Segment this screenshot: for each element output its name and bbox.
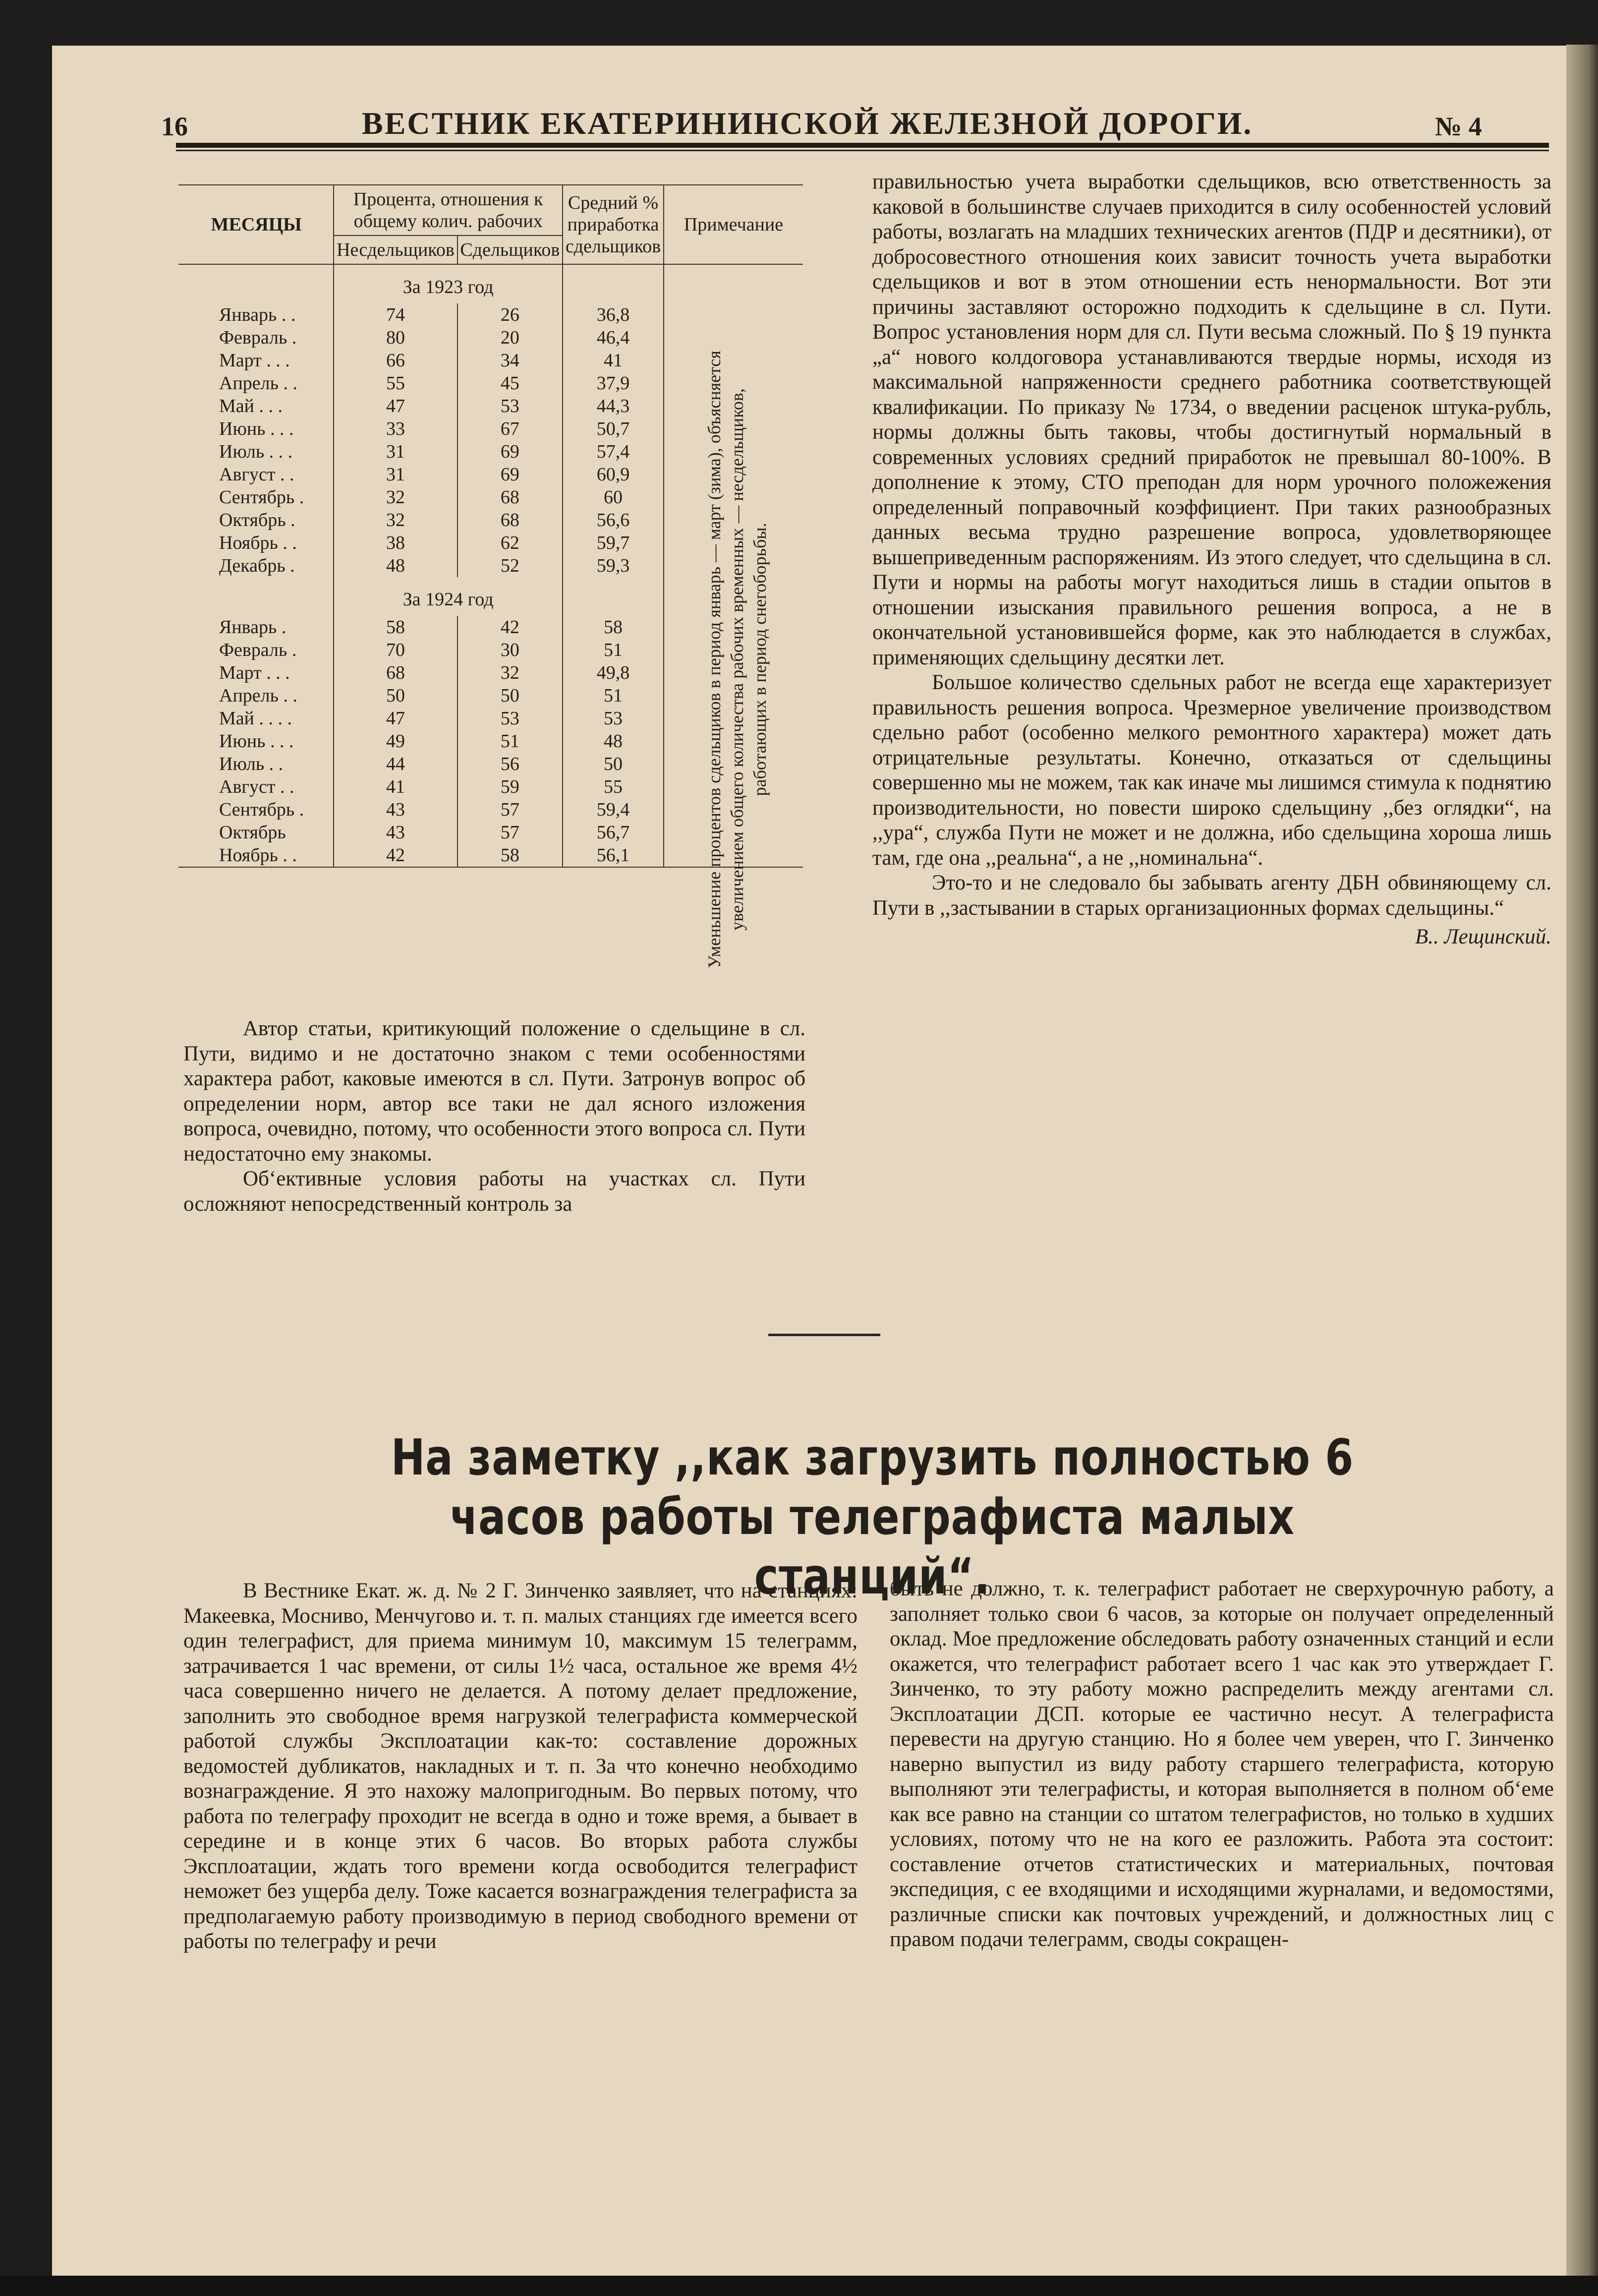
cell-non: 47 [334, 707, 457, 730]
col-piece-header: Сдельщиков [457, 235, 563, 264]
cell-piece: 34 [457, 349, 563, 372]
cell-avg: 55 [563, 775, 664, 798]
cell-piece: 57 [457, 821, 563, 844]
cell-piece: 69 [457, 440, 563, 463]
cell-month: Февраль . [178, 326, 334, 349]
cell-avg: 53 [563, 707, 664, 730]
separator-rule [768, 1334, 880, 1336]
cell-avg: 59,3 [563, 554, 664, 577]
cell-avg: 56,7 [563, 821, 664, 844]
cell-non: 55 [334, 372, 457, 395]
article1-left-column [183, 1016, 805, 1217]
cell-month: Сентябрь . [178, 486, 334, 509]
cell-month: Июнь . . . [178, 417, 334, 440]
cell-piece: 58 [457, 844, 563, 867]
cell-avg: 56,6 [563, 509, 664, 531]
cell-piece: 56 [457, 753, 563, 775]
cell-non: 58 [334, 616, 457, 639]
cell-avg: 49,8 [563, 661, 664, 684]
cell-avg: 48 [563, 730, 664, 753]
table-row [178, 303, 803, 326]
paragraph: Большое количество сдельных работ не всегда еще характеризует правильность решения вопроса. Чрезмерное увеличение производством сдельно работ (особенно мелкого ремонтного характера) может дать отрицательные результаты. Конечно, отказаться от сдельщины совершенно мы не можем, так как иначе мы лишимся стимула к поднятию производительности, но повести широко сдельщину ,,без оглядки“, на ,,ура“, служба Пути не может и не должна, ибо сдельщина хороша лишь там, где она ,,реальна“, а не ,,номинальна“. [872, 671, 1551, 870]
cell-month: Май . . . [178, 395, 334, 417]
cell-month: Январь . . [178, 303, 334, 326]
paragraph: Автор статьи, критикующий положение о сдельщине в сл. Пути, видимо и не достаточно знаком с теми особенностями характера работ, каковые имеются в сл. Пути. Затронув вопрос об определении норм, автор все таки не дал ясного изложения вопроса, очевидно, потому, что особенности этого вопроса сл. Пути недостаточно ему знакомы. [183, 1017, 805, 1166]
cell-piece: 68 [457, 509, 563, 531]
cell-non: 42 [334, 844, 457, 867]
cell-piece: 42 [457, 616, 563, 639]
cell-month: Октябрь . [178, 509, 334, 531]
binding-edge [1566, 45, 1598, 2276]
cell-month: Декабрь . [178, 554, 334, 577]
issue-number: № 4 [1435, 112, 1482, 141]
cell-non: 74 [334, 303, 457, 326]
cell-avg: 37,9 [563, 372, 664, 395]
col-percent-header: Процента, отношения к общему колич. рабочих [334, 185, 563, 235]
cell-piece: 67 [457, 417, 563, 440]
table-note: Уменьшение процентов сдельщиков в период январь — март (зима), объясняется увеличением общего количества рабочих временных — несдельщиков, работающих в период снегоборьбы. [704, 351, 770, 968]
cell-piece: 45 [457, 372, 563, 395]
cell-avg: 57,4 [563, 440, 664, 463]
cell-non: 80 [334, 326, 457, 349]
cell-piece: 57 [457, 798, 563, 821]
cell-non: 70 [334, 639, 457, 661]
cell-piece: 32 [457, 661, 563, 684]
cell-piece: 68 [457, 486, 563, 509]
cell-month: Июль . . [178, 753, 334, 775]
cell-month: Июль . . . [178, 440, 334, 463]
cell-non: 48 [334, 554, 457, 577]
cell-avg: 41 [563, 349, 664, 372]
cell-piece: 69 [457, 463, 563, 486]
cell-month: Август . . [178, 463, 334, 486]
header-rule [176, 143, 1549, 148]
cell-avg: 36,8 [563, 303, 664, 326]
cell-non: 38 [334, 531, 457, 554]
cell-month: Март . . . [178, 661, 334, 684]
cell-piece: 53 [457, 707, 563, 730]
cell-avg: 51 [563, 684, 664, 707]
cell-month: Май . . . . [178, 707, 334, 730]
cell-avg: 50 [563, 753, 664, 775]
cell-non: 49 [334, 730, 457, 753]
col-note-header: Примечание [664, 185, 803, 264]
cell-avg: 60 [563, 486, 664, 509]
cell-non: 44 [334, 753, 457, 775]
cell-piece: 26 [457, 303, 563, 326]
article2-right-column [890, 1577, 1554, 1952]
cell-month: Октябрь [178, 821, 334, 844]
cell-non: 50 [334, 684, 457, 707]
cell-month: Февраль . [178, 639, 334, 661]
cell-non: 43 [334, 821, 457, 844]
cell-non: 32 [334, 486, 457, 509]
cell-month: Ноябрь . . [178, 531, 334, 554]
year-label: За 1924 год [334, 577, 563, 616]
cell-avg: 50,7 [563, 417, 664, 440]
year-label: За 1923 год [334, 264, 563, 303]
cell-non: 66 [334, 349, 457, 372]
cell-avg: 51 [563, 639, 664, 661]
cell-avg: 44,3 [563, 395, 664, 417]
article2-left-text: В Вестнике Екат. ж. д. № 2 Г. Зинченко заявляет, что на станциях: Макеевка, Мосниво, Менчугово и. т. п. малых станциях где имеется всего один телеграфист, для приема минимум 10, максимум 15 телеграмм, затрачивается 1 час времени, от силы 1½ часа, остальное же время 4½ часа совершенно ничего не делается. А потому делает предложение, заполнить это свободное время нагрузкой телеграфиста коммерческой работой службы Эксплоатации как-то: составление дорожных ведомостей дубликатов, накладных и т. п. За что конечно необходимо вознаграждение. Я это нахожу малопригодным. Во первых потому, что работа по телеграфу проходит не всегда в одно и тоже время, а бывает в середине и в конце этих 6 часов. Во вторых работа службы Эксплоатации, ждать того времени когда освободится телеграфист неможет без ущерба делу. Тоже касается вознаграждения телеграфиста за предполагаемую работу производимую в период свободного времени от работы по телеграфу и речи [183, 1579, 857, 1953]
cell-avg: 56,1 [563, 844, 664, 867]
page-number: 16 [161, 112, 188, 141]
cell-non: 32 [334, 509, 457, 531]
cell-month: Июнь . . . [178, 730, 334, 753]
paragraph: Об‘ективные условия работы на участках сл. Пути осложняют непосредственный контроль за [183, 1167, 805, 1216]
cell-piece: 59 [457, 775, 563, 798]
cell-non: 31 [334, 440, 457, 463]
header-rule-thin [176, 150, 1549, 151]
article2-right-text: быть не должно, т. к. телеграфист работает не сверхурочную работу, а заполняет только свои 6 часов, за которые он получает определенный оклад. Мое предложение обследовать работу означенных станций и если окажется, что телеграфист работает всего 1 час как это утверждает Г. Зинченко, то эту работу можно распределить между агентами сл. Эксплоатации ДСП. которые ее частично несут. А телеграфиста перевести на другую станцию. Но я более чем уверен, что Г. Зинченко наверно выпустил из виду работу старшего телеграфиста, которую выполняют эти телеграфисты, и которая выполняется в полном об‘еме как все равно на станции со штатом телеграфистов, но только в худших условиях, потому что не на кого ее разложить. Работа эта состоит: составление отчетов статистических и материальных, почтовая экспедиция, с ее входящими и исходящими журналами, и ведомостями, различные списки как почтовых учреждений, и должностных лиц с правом подачи телеграмм, своды сокращен- [890, 1577, 1554, 1951]
signature: В.. Лещинский. [1415, 925, 1551, 948]
article1-right-column [872, 170, 1551, 950]
article2-left-column [183, 1579, 857, 1954]
cell-non: 43 [334, 798, 457, 821]
cell-piece: 62 [457, 531, 563, 554]
cell-non: 47 [334, 395, 457, 417]
cell-piece: 30 [457, 639, 563, 661]
cell-piece: 51 [457, 730, 563, 753]
cell-avg: 58 [563, 616, 664, 639]
article2-heading: На заметку ,,как загрузить полностью 6 часов работы телеграфиста малых станций“. [391, 1428, 1354, 1605]
cell-piece: 20 [457, 326, 563, 349]
cell-non: 68 [334, 661, 457, 684]
cell-month: Ноябрь . . [178, 844, 334, 867]
background-edge [0, 2276, 1598, 2296]
cell-avg: 59,4 [563, 798, 664, 821]
cell-month: Январь . [178, 616, 334, 639]
col-avg-header: Средний % приработка сдельщиков [563, 185, 664, 264]
cell-non: 41 [334, 775, 457, 798]
journal-title: ВЕСТНИК ЕКАТЕРИНИНСКОЙ ЖЕЛЕЗНОЙ ДОРОГИ. [362, 106, 1253, 141]
cell-avg: 60,9 [563, 463, 664, 486]
cell-avg: 59,7 [563, 531, 664, 554]
col-month-header: МЕСЯЦЫ [178, 185, 334, 264]
col-nonpiece-header: Несдельщиков [334, 235, 457, 264]
cell-month: Апрель . . [178, 684, 334, 707]
cell-non: 33 [334, 417, 457, 440]
paragraph: правильностью учета выработки сдельщиков, всю ответственность за каковой в большинстве случаев приходится в силу особенностей условий работы, возлагать на младших технических агентов (ПДР и десятники), от добросовестного отношения коих зависит точность учета выработки сдельщиков и вот в этом отношении есть ненормальности. Вот эти причины заставляют осторожно подходить к сдельщине в сл. Пути. Вопрос установления норм для сл. Пути весьма сложный. По § 19 пункта „а“ нового колдоговора устанавливаются твердые нормы, исходя из максимальной напряженности среднего работника соответствующей квалификации. По приказу № 1734, о введении расценок штука-рубль, нормы должны быть таковы, чтобы достигнутый нормальный в современных условиях средний приработок не превышал 80-100%. В дополнение к этому, СТО преподан для норм урочного положежения определенный поправочный коэффициент. При таких разнообразных данных весьма трудно разрешение вопроса, удовлетворяющее вышеприведенным распоряжениям. Из этого следует, что сдельщина в сл. Пути и нормы на работы могут находиться лишь в стадии опытов в отношении изыскания правильного решения вопроса, а не в окончательной установившейся форме, как это наблюдается в службах, применяющих сдельщину десятки лет. [872, 170, 1551, 669]
paragraph: Это-то и не следовало бы забывать агенту ДБН обвиняющему сл. Пути в ,,застывании в старых организационных формах сдельщины.“ [872, 871, 1551, 920]
cell-avg: 46,4 [563, 326, 664, 349]
cell-month: Август . . [178, 775, 334, 798]
cell-piece: 50 [457, 684, 563, 707]
cell-month: Март . . . [178, 349, 334, 372]
cell-piece: 52 [457, 554, 563, 577]
cell-non: 31 [334, 463, 457, 486]
cell-month: Сентябрь . [178, 798, 334, 821]
cell-piece: 53 [457, 395, 563, 417]
cell-month: Апрель . . [178, 372, 334, 395]
